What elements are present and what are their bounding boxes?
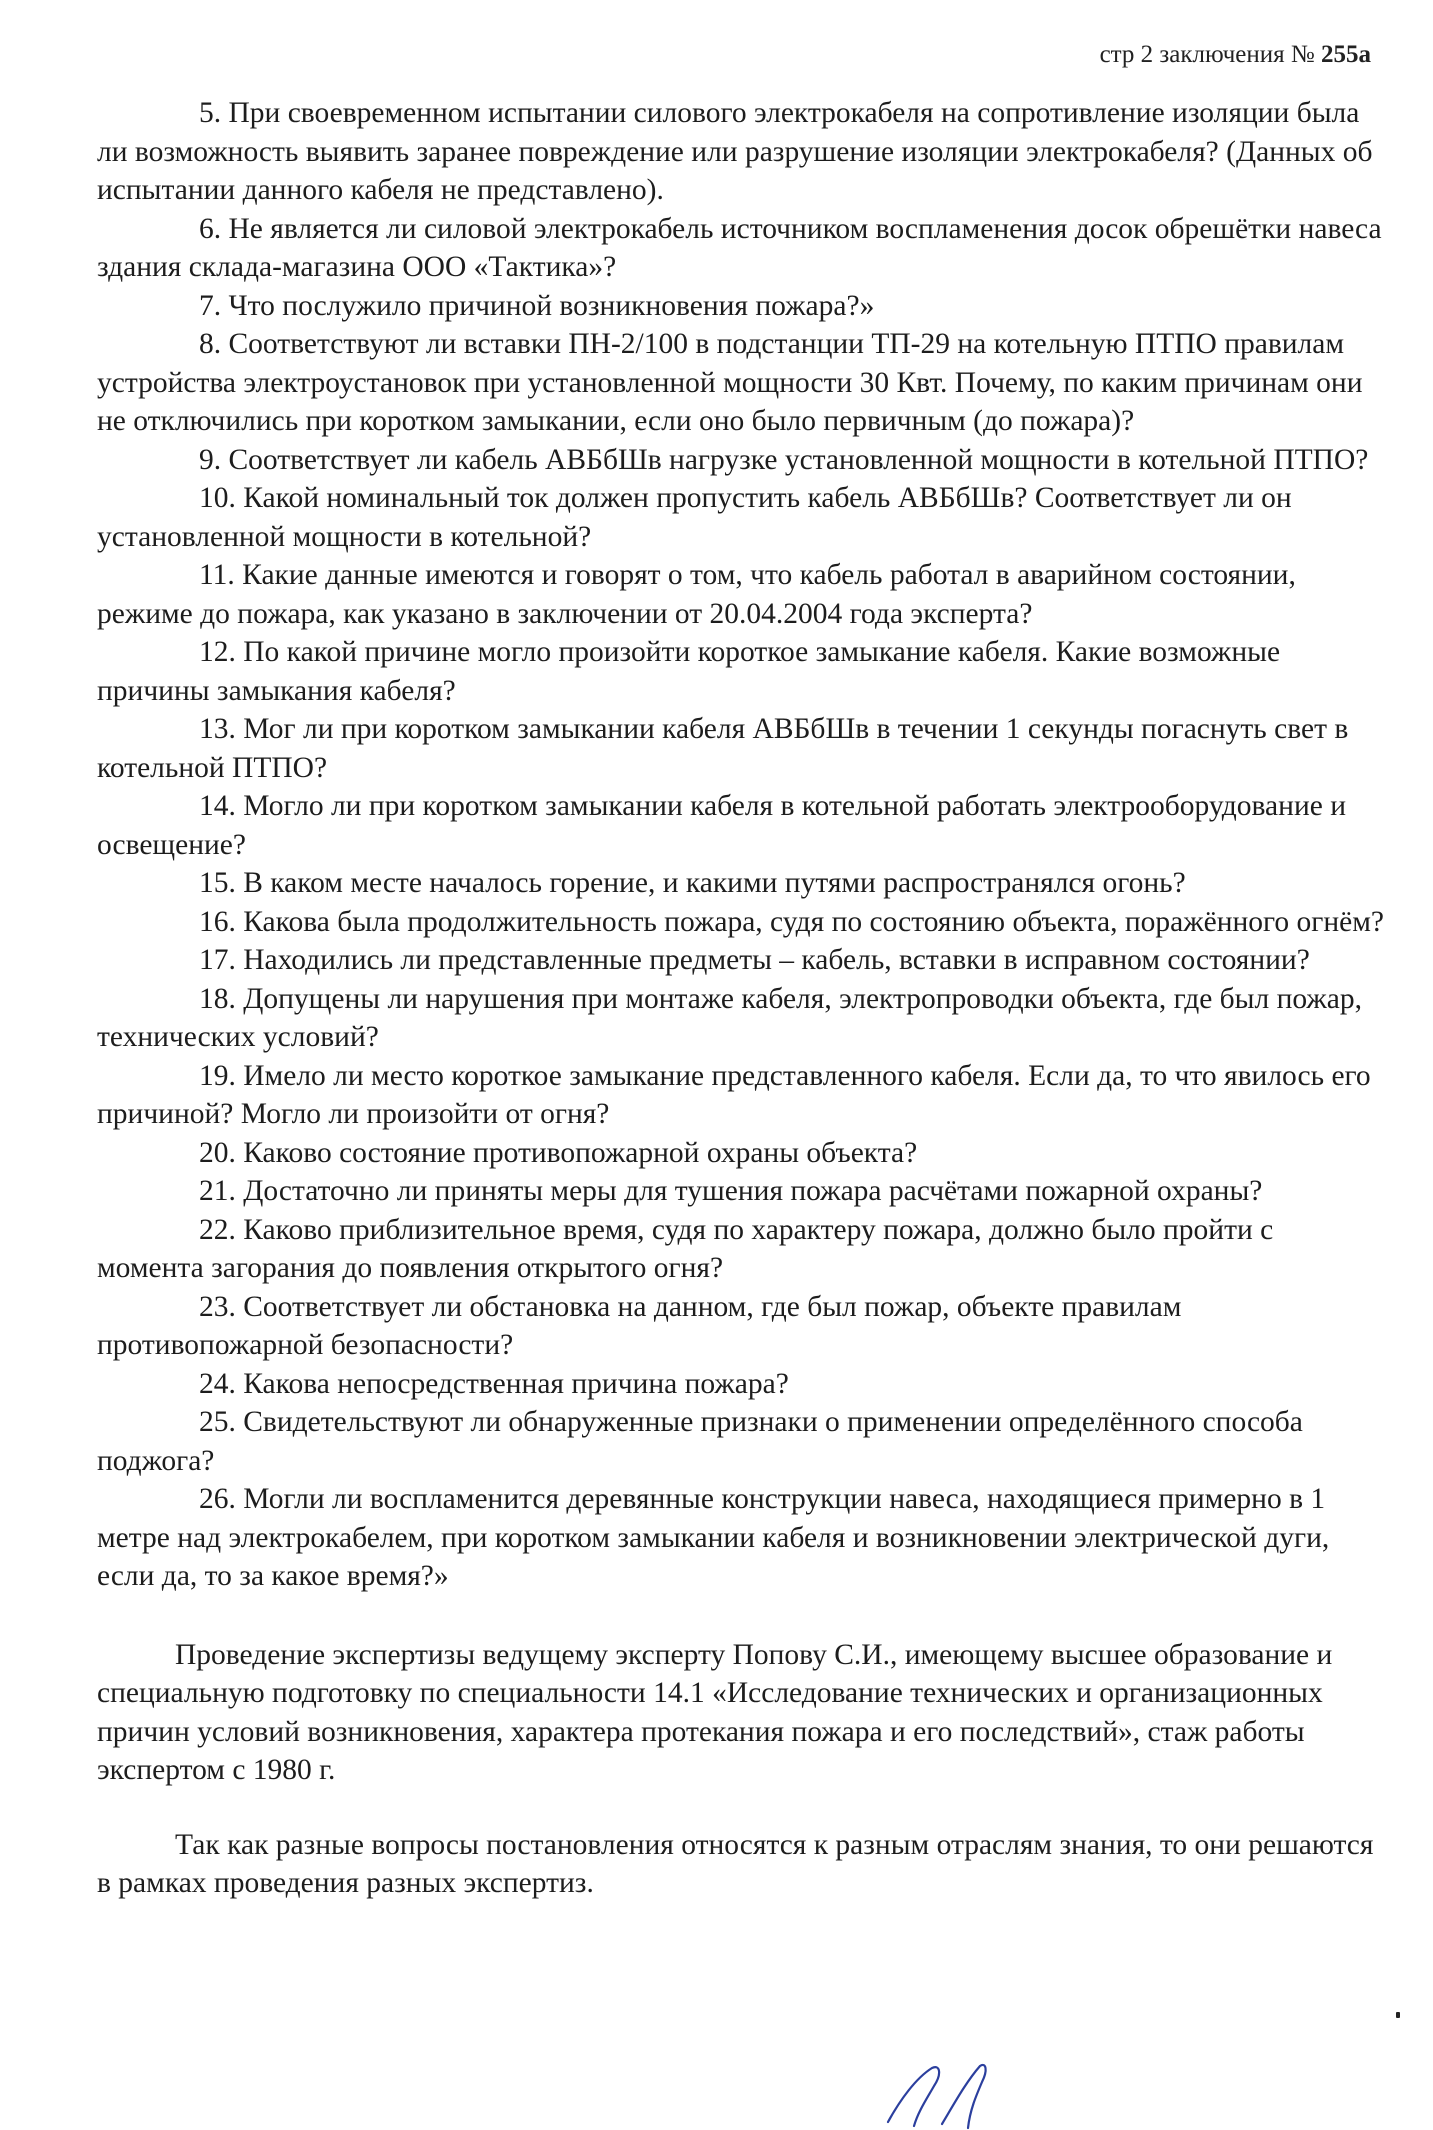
question-item: 11. Какие данные имеются и говорят о том, что кабель работал в аварийном состоянии, режиме до пожара, как указано в заключении от 20.04.2004 года эксперта? xyxy=(97,559,1296,630)
conclusion-number: 255а xyxy=(1321,41,1371,68)
document-body xyxy=(97,94,1387,1903)
question-item: 26. Могли ли воспламенится деревянные конструкции навеса, находящиеся примерно в 1 метре над электрокабелем, при коротком замыкании кабеля и возникновении электрической дуги, если да, то за какое время?» xyxy=(97,1483,1330,1592)
question-item: 24. Какова непосредственная причина пожара? xyxy=(199,1367,789,1400)
question-item: 23. Соответствует ли обстановка на данном, где был пожар, объекте правилам противопожарной безопасности? xyxy=(97,1290,1182,1361)
conclusion-paragraph: Так как разные вопросы постановления относятся к разным отраслям знания, то они решаются в рамках проведения разных экспертиз. xyxy=(97,1828,1374,1899)
question-item: 17. Находились ли представленные предметы – кабель, вставки в исправном состоянии? xyxy=(199,944,1310,976)
question-item: 19. Имело ли место короткое замыкание представленного кабеля. Если да, то что явилось его причиной? Могло ли произойти от огня? xyxy=(97,1059,1371,1130)
paragraph-gap xyxy=(97,1790,1387,1826)
question-item: 22. Каково приблизительное время, судя по характеру пожара, должно было пройти с момента загорания до появления открытого огня? xyxy=(97,1213,1274,1284)
question-item: 9. Соответствует ли кабель АВБбШв нагрузке установленной мощности в котельной ПТПО? xyxy=(199,443,1369,476)
header-text: стр 2 заключения № xyxy=(1099,41,1321,68)
question-item: 25. Свидетельствуют ли обнаруженные признаки о применении определённого способа поджога? xyxy=(97,1406,1303,1477)
question-item: 20. Каково состояние противопожарной охраны объекта? xyxy=(199,1136,918,1169)
question-item: 15. В каком месте началось горение, и какими путями распространялся огонь? xyxy=(199,867,1186,899)
question-item: 16. Какова была продолжительность пожара, судя по состоянию объекта, поражённого огнём? xyxy=(199,905,1385,938)
question-item: 13. Мог ли при коротком замыкании кабеля АВБбШв в течении 1 секунды погаснуть свет в котельной ПТПО? xyxy=(97,713,1349,784)
paragraph-gap xyxy=(97,1596,1387,1636)
expert-paragraph: Проведение экспертизы ведущему эксперту Попову С.И., имеющему высшее образование и специальную подготовку по специальности 14.1 «Исследование технических и организационных причин условий возникновения, характера протекания пожара и его последствий», стаж работы экспертом с 1980 г. xyxy=(97,1638,1333,1786)
question-item: 10. Какой номинальный ток должен пропустить кабель АВБбШв? Соответствует ли он установленной мощности в котельной? xyxy=(97,482,1292,553)
question-item: 5. При своевременном испытании силового электрокабеля на сопротивление изоляции была ли возможность выявить заранее повреждение или разрушение изоляции электрокабеля? (Данных об испытании данного кабеля не представлено). xyxy=(97,97,1373,206)
question-item: 18. Допущены ли нарушения при монтаже кабеля, электропроводки объекта, где был пожар, технических условий? xyxy=(97,982,1363,1053)
handwritten-signature xyxy=(880,2060,1040,2130)
question-item: 8. Соответствуют ли вставки ПН-2/100 в подстанции ТП-29 на котельную ПТПО правилам устройства электроустановок при установленной мощности 30 Квт. Почему, по каким причинам они не отключились при коротком замыкании, если оно было первичным (до пожара)? xyxy=(97,328,1363,437)
question-item: 14. Могло ли при коротком замыкании кабеля в котельной работать электрооборудование и освещение? xyxy=(97,790,1346,861)
question-item: 12. По какой причине могло произойти короткое замыкание кабеля. Какие возможные причины замыкания кабеля? xyxy=(97,636,1281,707)
question-item: 7. Что послужило причиной возникновения пожара?» xyxy=(199,289,875,322)
question-item: 21. Достаточно ли приняты меры для тушения пожара расчётами пожарной охраны? xyxy=(199,1175,1263,1207)
page-header xyxy=(1100,40,1371,70)
question-item: 6. Не является ли силовой электрокабель источником воспламенения досок обрешётки навеса здания склада-магазина ООО «Тактика»? xyxy=(97,212,1382,283)
ink-mark xyxy=(1396,2012,1400,2018)
